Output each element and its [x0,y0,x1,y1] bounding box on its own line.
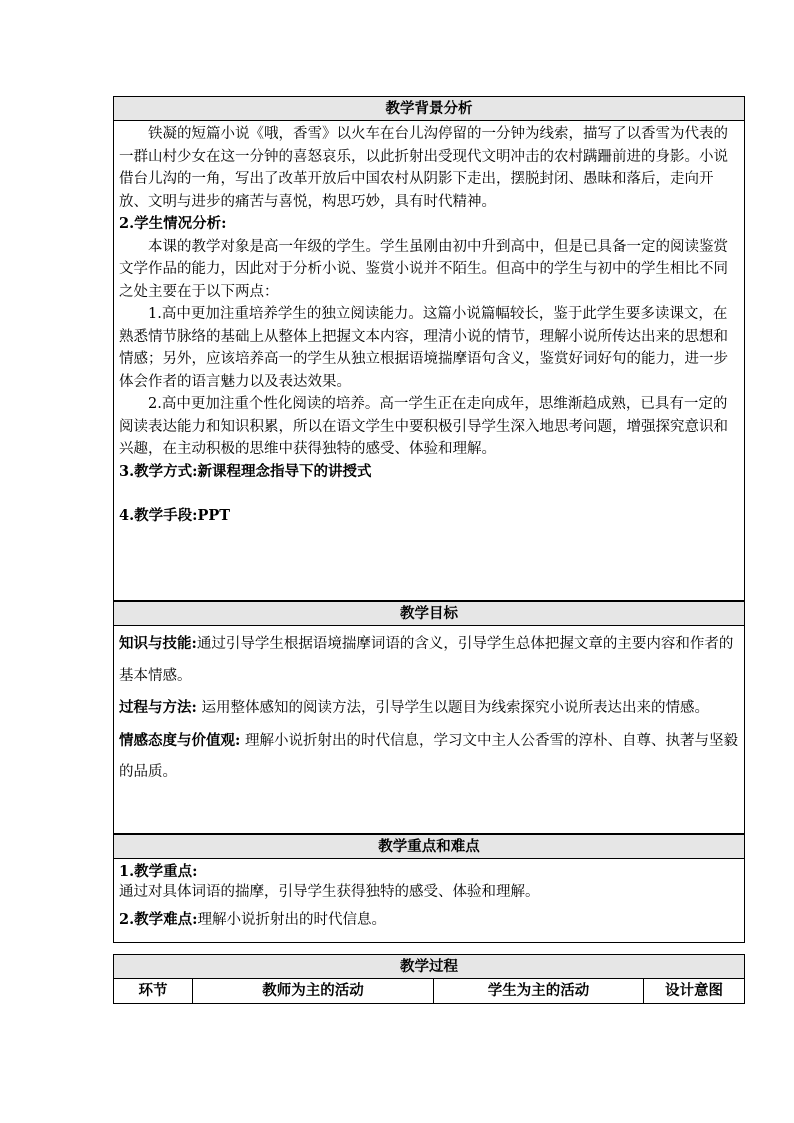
goal-knowledge [119,628,739,692]
process-section [113,954,745,1004]
background-paragraph: 铁凝的短篇小说《哦，香雪》以火车在台儿沟停留的一分钟为线索，描写了以香雪为代表的一群山村少女在这一分钟的喜怒哀乐，以此折射出受现代文明冲击的农村蹒跚前进的身影。小说借台儿沟的一角，写出了改革开放后中国农村从阴影下走出，摆脱封闭、愚昧和落后，走向开放、文明与进步的痛苦与喜悦，构思巧妙，具有时代精神。 [119,126,728,210]
column-header-intent: 设计意图 [665,982,723,999]
teaching-means: 4.教学手段:PPT [119,507,231,524]
focus-text: 通过对具体词语的揣摩，引导学生获得独特的感受、体验和理解。 [119,884,540,900]
focus-label: 1.教学重点: [119,863,198,880]
column-header-student: 学生为主的活动 [434,979,644,1003]
goal-process-text: 运用整体感知的阅读方法，引导学生以题目为线索探究小说所表达出来的情感。 [196,700,709,716]
students-paragraph-2: 1.高中更加注重培养学生的独立阅读能力。这篇小说篇幅较长，鉴于此学生要多读课文，在熟悉情节脉络的基础上从整体上把握文本内容，理清小说的情节，理解小说所传达出来的思想和情感；另外，应该培养高一的学生从独立根据语境揣摩语句含义，鉴赏好词好句的能力，进一步体会作者的语言魅力以及表达效果。 [119,306,728,390]
goal-process [119,692,739,725]
goal-knowledge-label: 知识与技能: [119,635,197,652]
goal-emotion-text: 理解小说折射出的时代信息，学习文中主人公香雪的淳朴、自尊、执著与坚毅的品质。 [119,732,738,780]
goals-heading: 教学目标 [114,602,744,626]
students-heading: 2.学生情况分析: [119,215,227,232]
spacer [119,483,739,505]
difficulty-label: 2.教学难点: [119,911,198,928]
goal-emotion-label: 情感态度与价值观: [119,731,241,749]
column-header-teacher: 教师为主的活动 [193,979,434,1003]
difficulty-text: 理解小说折射出的时代信息。 [197,912,386,928]
background-section [113,96,745,601]
background-heading: 教学背景分析 [114,97,744,121]
goal-knowledge-text: 通过引导学生根据语境揣摩词语的含义，引导学生总体把握文章的主要内容和作者的基本情感。 [119,636,734,684]
keypoints-body [114,859,744,931]
goal-process-label: 过程与方法: [119,699,197,716]
process-heading: 教学过程 [114,955,744,979]
teaching-method: 3.教学方式:新课程理念指导下的讲授式 [119,462,372,480]
column-header-stage: 环节 [114,979,193,1003]
difficulty [119,909,739,931]
keypoints-section [113,834,745,943]
process-columns [114,979,744,1003]
goals-body [114,626,744,789]
goal-emotion [119,725,739,789]
goals-section [113,601,745,834]
lesson-plan-table [113,96,745,1004]
students-paragraph-3: 2.高中更加注重个性化阅读的培养。高一学生正在走向成年，思维渐趋成熟，已具有一定的阅读表达能力和知识积累，所以在语文学生中要积极引导学生深入地思考问题，增强探究意识和兴趣，在主动积极的思维中获得独特的感受、体验和理解。 [119,396,728,457]
keypoints-heading: 教学重点和难点 [114,835,744,859]
students-paragraph-1: 本课的教学对象是高一年级的学生。学生虽刚由初中升到高中，但是已具备一定的阅读鉴赏文学作品的能力，因此对于分析小说、鉴赏小说并不陌生。但高中的学生与初中的学生相比不同之处主要在于以下两点： [119,238,728,300]
background-body [114,121,744,528]
